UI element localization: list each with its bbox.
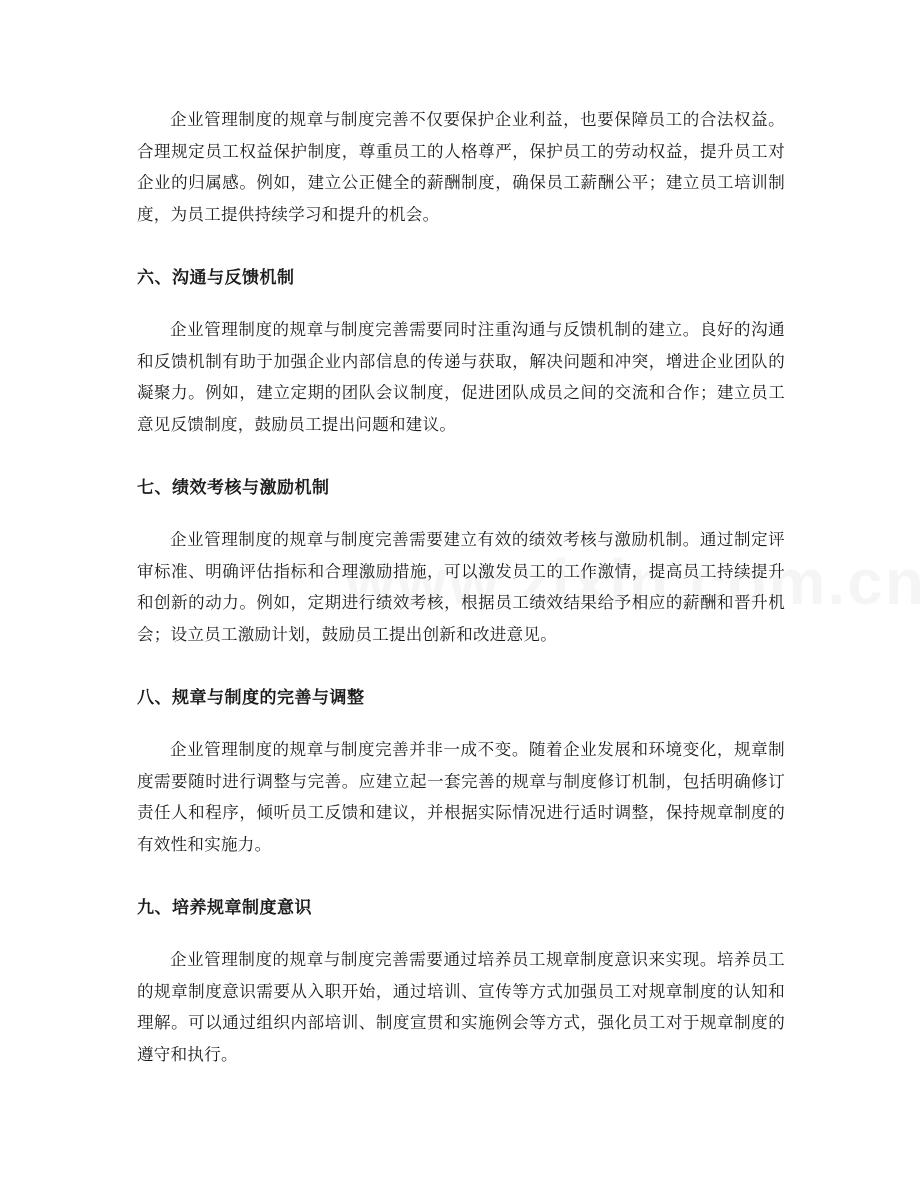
section-heading-awareness: 九、培养规章制度意识 xyxy=(137,898,312,918)
section-heading-communication: 六、沟通与反馈机制 xyxy=(137,268,295,288)
intro-paragraph: 企业管理制度的规章与制度完善不仅要保护企业利益，也要保障员工的合法权益。合理规定员工权益保护制度，尊重员工的人格尊严，保护员工的劳动权益，提升员工对企业的归属感。例如，建立公正健全的薪酬制度，确保员工薪酬公平；建立员工培训制度，为员工提供持续学习和提升的机会。 xyxy=(137,110,785,224)
section-paragraph-revision: 企业管理制度的规章与制度完善并非一成不变。随着企业发展和环境变化，规章制度需要随时进行调整与完善。应建立起一套完善的规章与制度修订机制，包括明确修订责任人和程序，倾听员工反馈和建议，并根据实际情况进行适时调整，保持规章制度的有效性和实施力。 xyxy=(137,740,785,854)
section-heading-revision: 八、规章与制度的完善与调整 xyxy=(137,688,365,708)
section-paragraph-awareness: 企业管理制度的规章与制度完善需要通过培养员工规章制度意识来实现。培养员工的规章制度意识需要从入职开始，通过培训、宣传等方式加强员工对规章制度的认知和理解。可以通过组织内部培训、制度宣贯和实施例会等方式，强化员工对于规章制度的遵守和执行。 xyxy=(137,950,785,1064)
section-paragraph-performance: 企业管理制度的规章与制度完善需要建立有效的绩效考核与激励机制。通过制定评审标准、明确评估指标和合理激励措施，可以激发员工的工作激情，提高员工持续提升和创新的动力。例如，定期进行绩效考核，根据员工绩效结果给予相应的薪酬和晋升机会；设立员工激励计划，鼓励员工提出创新和改进意见。 xyxy=(137,530,785,644)
section-paragraph-communication: 企业管理制度的规章与制度完善需要同时注重沟通与反馈机制的建立。良好的沟通和反馈机制有助于加强企业内部信息的传递与获取，解决问题和冲突，增进企业团队的凝聚力。例如，建立定期的团队会议制度，促进团队成员之间的交流和合作；建立员工意见反馈制度，鼓励员工提出问题和建议。 xyxy=(137,320,785,434)
section-heading-performance: 七、绩效考核与激励机制 xyxy=(137,478,330,498)
document-body xyxy=(137,104,785,1070)
